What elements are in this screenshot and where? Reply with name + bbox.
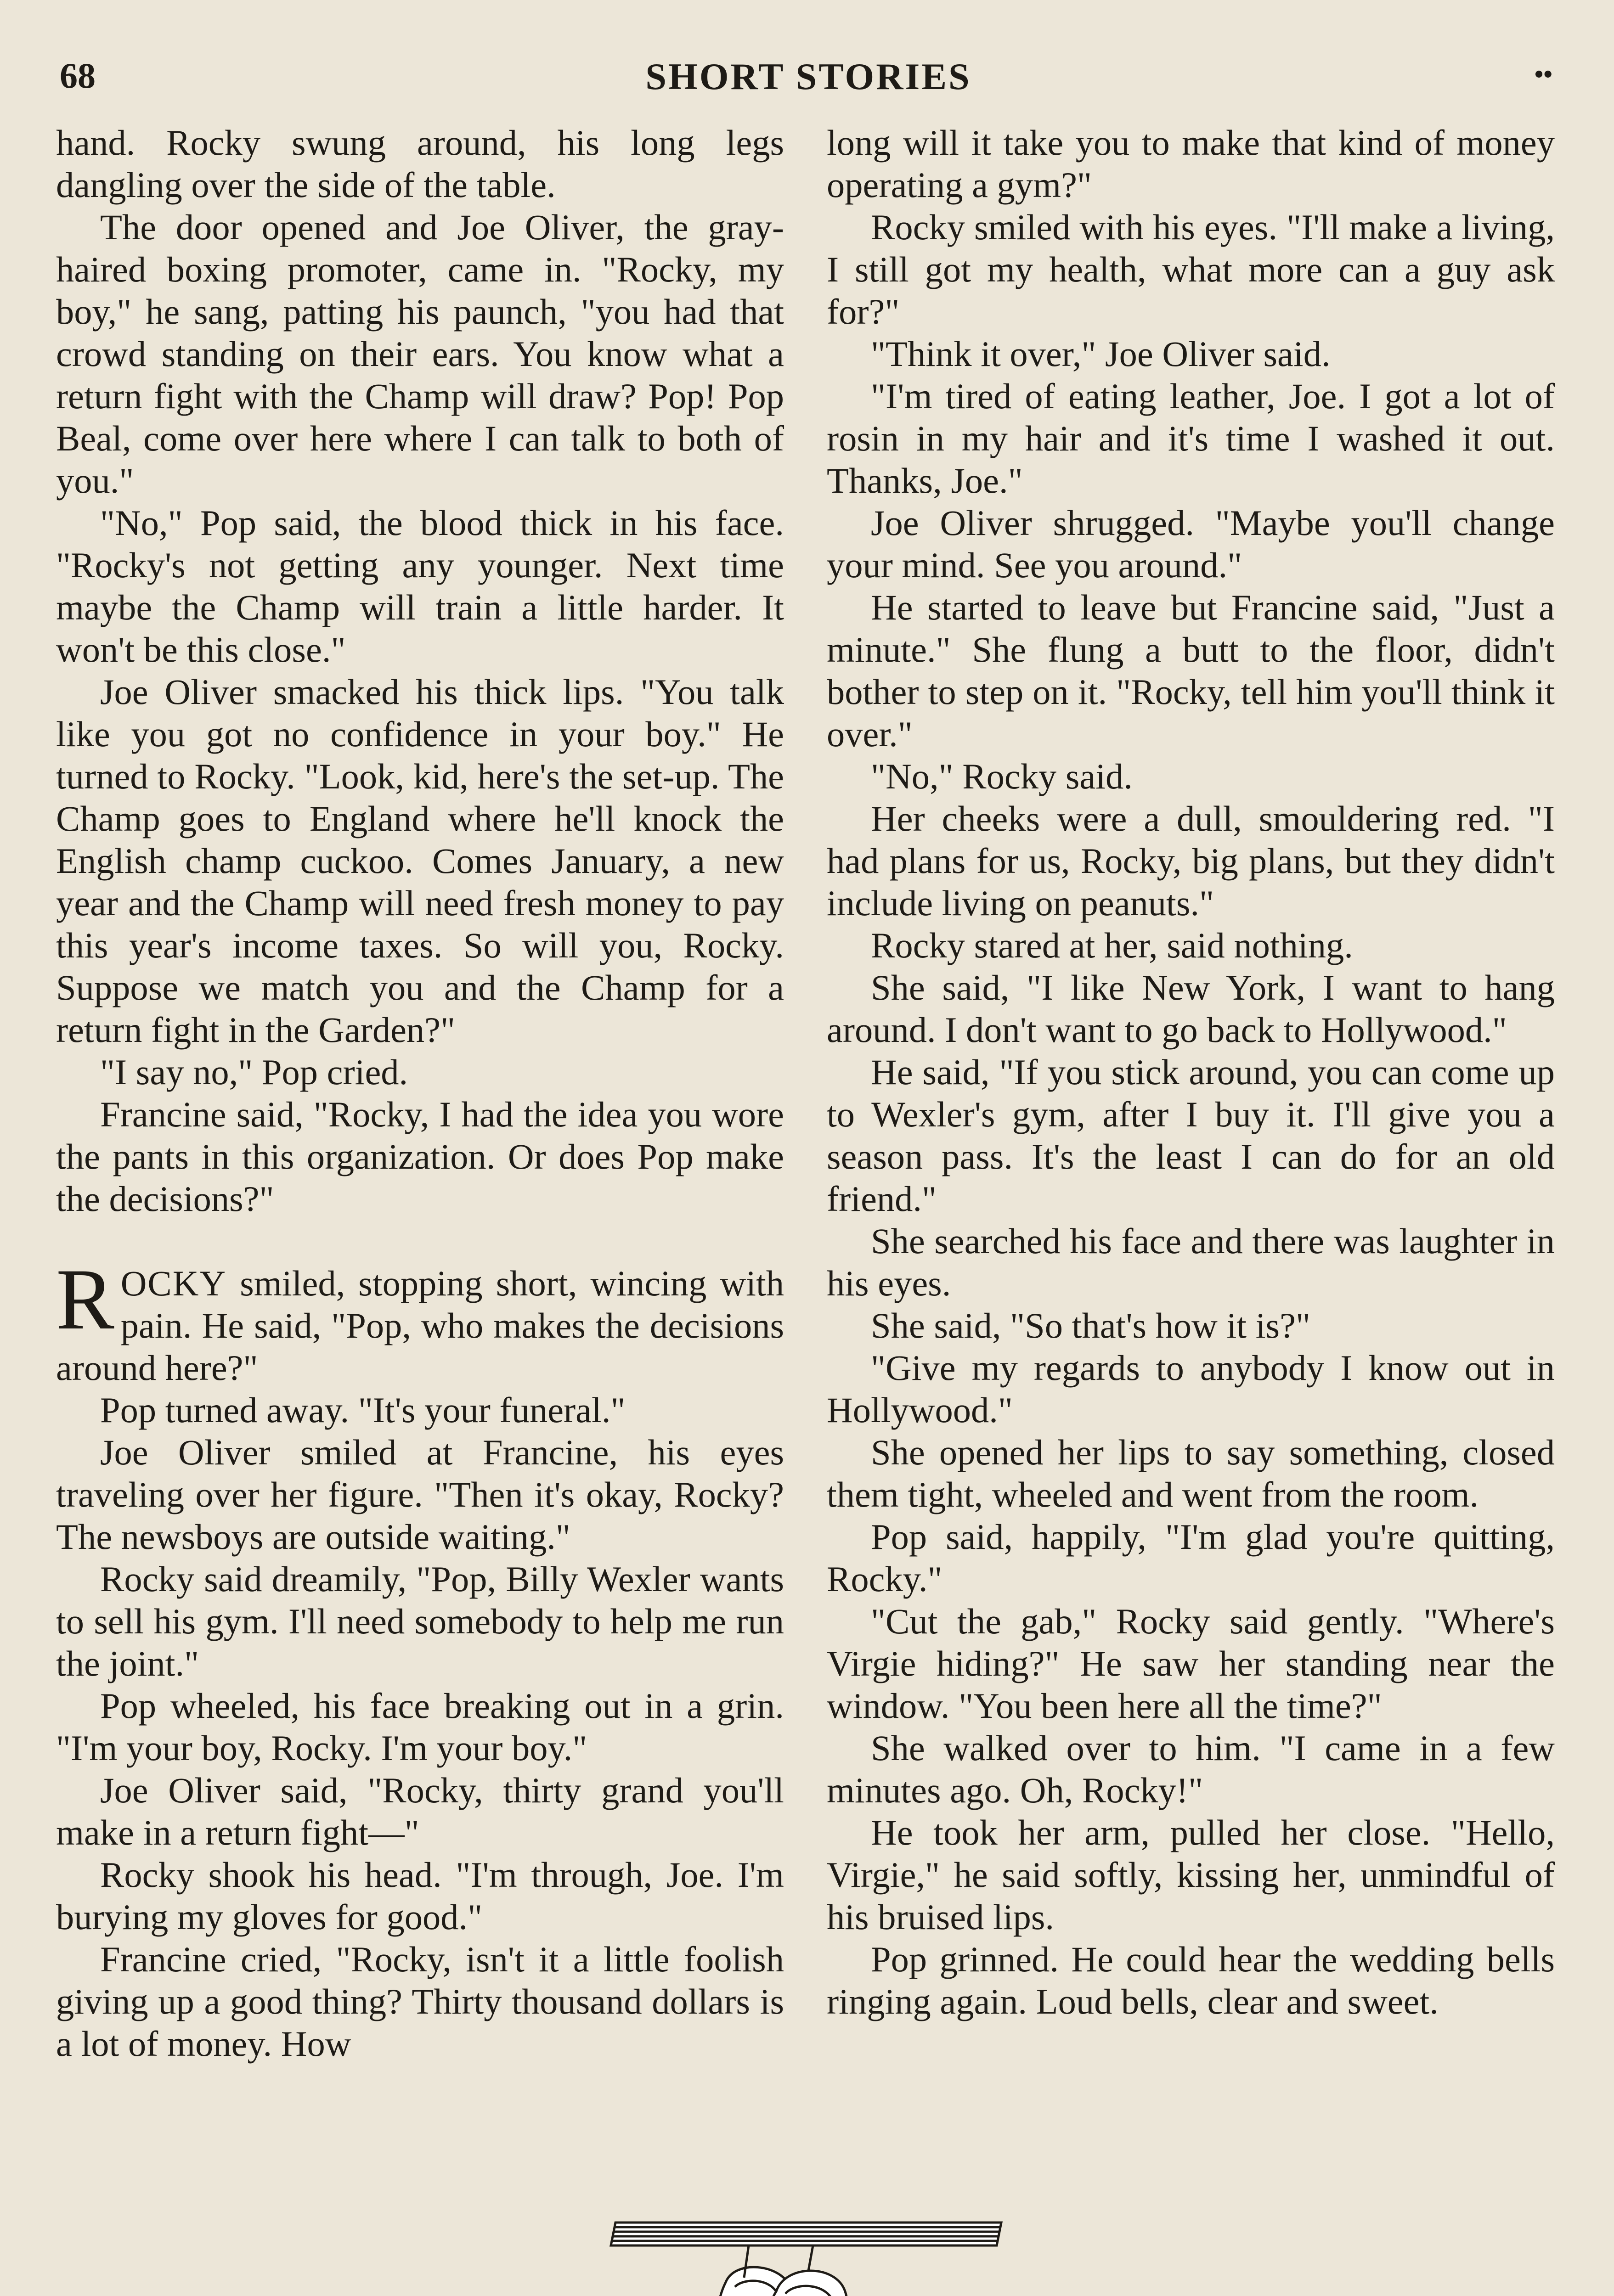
paragraph: Joe Oliver said, "Rocky, thirty grand you'll make in a return fight—" <box>56 1770 784 1852</box>
drop-cap: R <box>56 1251 114 1348</box>
paragraph: She said, "I like New York, I want to hang around. I don't want to go back to Hollywood." <box>827 968 1555 1050</box>
left-column <box>56 122 784 2065</box>
paragraph: Her cheeks were a dull, smouldering red. "I had plans for us, Rocky, big plans, but they didn't include living on peanuts." <box>827 799 1555 923</box>
paragraph: "Cut the gab," Rocky said gently. "Where's Virgie hiding?" He saw her standing near the window. "You been here all the time?" <box>827 1601 1555 1726</box>
paragraph: Pop wheeled, his face breaking out in a grin. "I'm your boy, Rocky. I'm your boy." <box>56 1686 784 1768</box>
paragraph: "No," Rocky said. <box>871 756 1133 796</box>
small-caps-lead: OCKY <box>120 1263 227 1303</box>
paragraph: She opened her lips to say something, closed them tight, wheeled and went from the room. <box>827 1432 1555 1514</box>
paragraph: Francine cried, "Rocky, isn't it a little foolish giving up a good thing? Thirty thousand dollars is a lot of money. How <box>56 1939 784 2064</box>
section-opening-text: smiled, stopping short, wincing with pain. He said, "Pop, who makes the decisions around here?" <box>56 1263 784 1388</box>
paragraph: He said, "If you stick around, you can come up to Wexler's gym, after I buy it. I'll give you a season pass. It's the least I can do for an old friend." <box>827 1052 1555 1219</box>
right-column <box>827 122 1555 2023</box>
paragraph: Joe Oliver smacked his thick lips. "You talk like you got no confidence in your boy." He turned to Rocky. "Look, kid, here's the set-up. The Champ goes to England where he'll knock the English champ cuckoo. Comes January, a new year and the Champ will need fresh money to pay this year's income taxes. So will you, Rocky. Suppose we match you and the Champ for a return fight in the Garden?" <box>56 672 784 1050</box>
paragraph: Francine said, "Rocky, I had the idea you wore the pants in this organization. Or does Pop make the decisions?" <box>56 1094 784 1219</box>
paragraph: long will it take you to make that kind of money operating a gym?" <box>827 123 1555 205</box>
header-ornament: •• <box>1534 60 1552 89</box>
paragraph: Pop turned away. "It's your funeral." <box>100 1390 626 1430</box>
paragraph: "Give my regards to anybody I know out in Hollywood." <box>827 1348 1555 1430</box>
paragraph: hand. Rocky swung around, his long legs dangling over the side of the table. <box>56 123 784 205</box>
paragraph: "No," Pop said, the blood thick in his face. "Rocky's not getting any younger. Next time maybe the Champ will train a little harder. It won't be this close." <box>56 503 784 670</box>
section-opening-paragraph <box>56 1251 784 1389</box>
paragraph: "I'm tired of eating leather, Joe. I got a lot of rosin in my hair and it's time I washed it out. Thanks, Joe." <box>827 376 1555 501</box>
paragraph: "Think it over," Joe Oliver said. <box>871 334 1331 374</box>
page-header <box>55 55 1562 106</box>
paragraph: She walked over to him. "I came in a few minutes ago. Oh, Rocky!" <box>827 1728 1555 1810</box>
paragraph: Joe Oliver smiled at Francine, his eyes traveling over her figure. "Then it's okay, Rocky? The newsboys are outside waiting." <box>56 1432 784 1557</box>
paragraph: She searched his face and there was laughter in his eyes. <box>827 1221 1555 1303</box>
paragraph: Rocky said dreamily, "Pop, Billy Wexler wants to sell his gym. I'll need somebody to help me run the joint." <box>56 1559 784 1683</box>
paragraph: Pop grinned. He could hear the wedding bells ringing again. Loud bells, clear and sweet. <box>827 1939 1555 2021</box>
page-number: 68 <box>60 56 96 96</box>
boxing-gloves-hung-up-icon <box>597 2213 1020 2296</box>
paragraph: Joe Oliver shrugged. "Maybe you'll change your mind. See you around." <box>827 503 1555 585</box>
paragraph: Pop said, happily, "I'm glad you're quitting, Rocky." <box>827 1517 1555 1599</box>
paragraph: She said, "So that's how it is?" <box>871 1306 1310 1345</box>
paragraph: He took her arm, pulled her close. "Hello, Virgie," he said softly, kissing her, unmindful of his bruised lips. <box>827 1812 1555 1937</box>
paragraph: "I say no," Pop cried. <box>100 1052 408 1092</box>
paragraph: Rocky shook his head. "I'm through, Joe. I'm burying my gloves for good." <box>56 1855 784 1937</box>
paragraph: He started to leave but Francine said, "Just a minute." She flung a butt to the floor, didn't bother to step on it. "Rocky, tell him you'll think it over." <box>827 587 1555 754</box>
paragraph: The door opened and Joe Oliver, the gray-haired boxing promoter, came in. "Rocky, my boy," he sang, patting his paunch, "you had that crowd standing on their ears. You know what a return fight with the Champ will draw? Pop! Pop Beal, come over here where I can talk to both of you." <box>56 207 784 501</box>
paragraph: Rocky smiled with his eyes. "I'll make a living, I still got my health, what more can a guy ask for?" <box>827 207 1555 332</box>
running-title: SHORT STORIES <box>645 56 971 97</box>
paragraph: Rocky stared at her, said nothing. <box>871 925 1353 965</box>
